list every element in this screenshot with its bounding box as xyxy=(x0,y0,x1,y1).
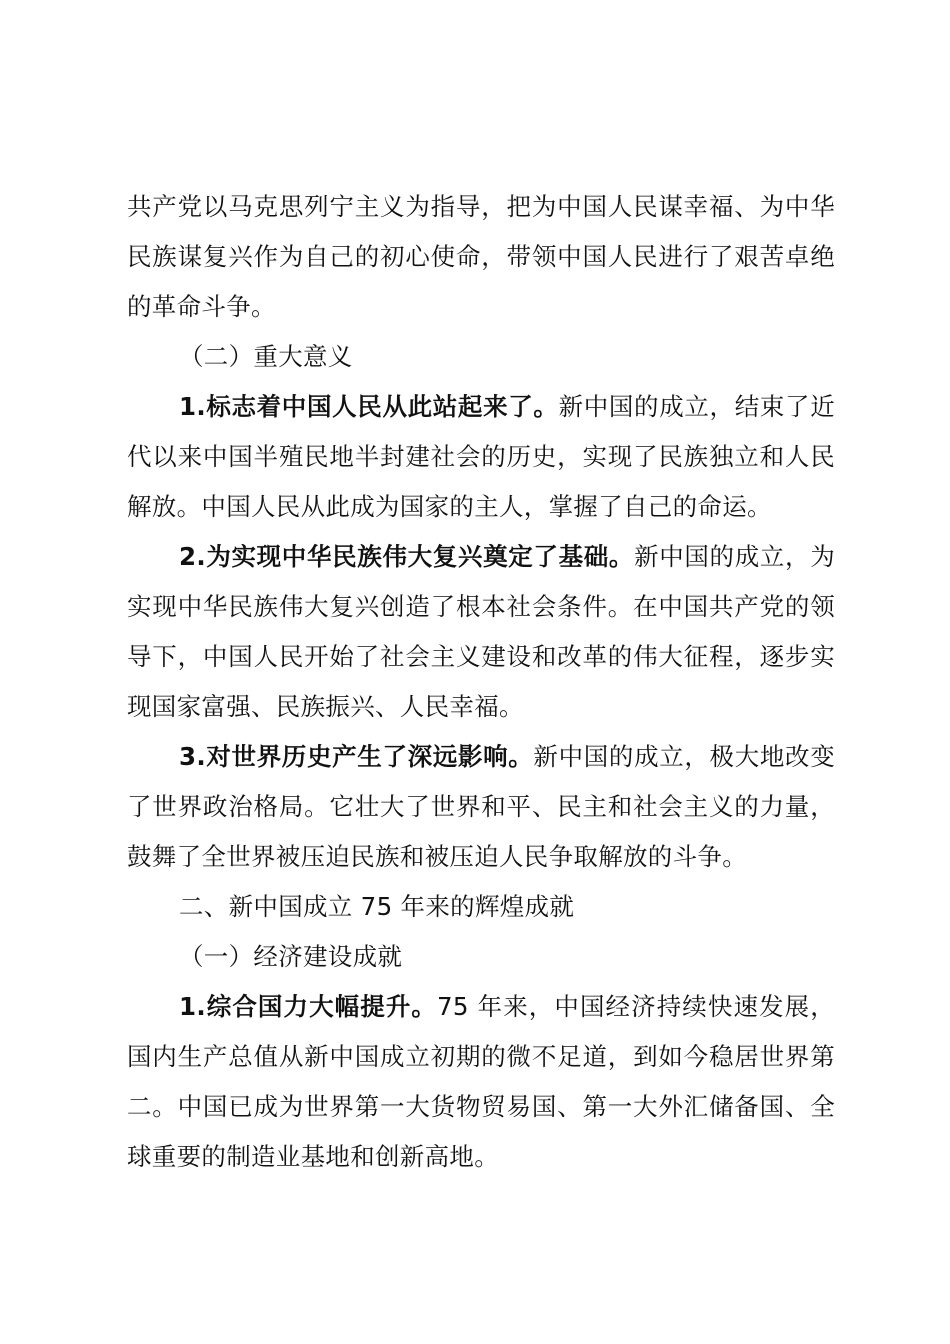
paragraph-text: 新中国的成立，极大地改变了世界政治格局。它壮大了世界和平、民主和社会主义的力量，鼓舞了全世界被压迫民族和被压迫人民争取解放的斗争。 xyxy=(127,742,835,871)
section-heading-significance xyxy=(127,332,835,382)
chapter-heading-achievements xyxy=(127,882,835,932)
paragraph-intro-continuation xyxy=(127,182,835,332)
paragraph-economy-point-1 xyxy=(127,982,835,1182)
heading-text: （二）重大意义 xyxy=(179,342,353,371)
paragraph-lead: 2.为实现中华民族伟大复兴奠定了基础。 xyxy=(179,542,635,571)
paragraph-point-1 xyxy=(127,382,835,532)
paragraph-lead: 1.综合国力大幅提升。 xyxy=(179,992,437,1021)
paragraph-text: 共产党以马克思列宁主义为指导，把为中国人民谋幸福、为中华民族谋复兴作为自己的初心使命，带领中国人民进行了艰苦卓绝的革命斗争。 xyxy=(127,192,835,321)
paragraph-lead: 1.标志着中国人民从此站起来了。 xyxy=(179,392,559,421)
paragraph-text: 新中国的成立，结束了近代以来中国半殖民地半封建社会的历史，实现了民族独立和人民解放。中国人民从此成为国家的主人，掌握了自己的命运。 xyxy=(127,392,835,521)
paragraph-lead: 3.对世界历史产生了深远影响。 xyxy=(179,742,534,771)
document-page xyxy=(127,182,835,1182)
paragraph-point-2 xyxy=(127,532,835,732)
heading-text: 二、新中国成立 75 年来的辉煌成就 xyxy=(179,892,575,921)
paragraph-text: 75 年来，中国经济持续快速发展，国内生产总值从新中国成立初期的微不足道，到如今稳居世界第二。中国已成为世界第一大货物贸易国、第一大外汇储备国、全球重要的制造业基地和创新高地。 xyxy=(127,992,836,1171)
heading-text: （一）经济建设成就 xyxy=(179,942,403,971)
paragraph-text: 新中国的成立，为实现中华民族伟大复兴创造了根本社会条件。在中国共产党的领导下，中国人民开始了社会主义建设和改革的伟大征程，逐步实现国家富强、民族振兴、人民幸福。 xyxy=(127,542,835,721)
section-heading-economy xyxy=(127,932,835,982)
paragraph-point-3 xyxy=(127,732,835,882)
